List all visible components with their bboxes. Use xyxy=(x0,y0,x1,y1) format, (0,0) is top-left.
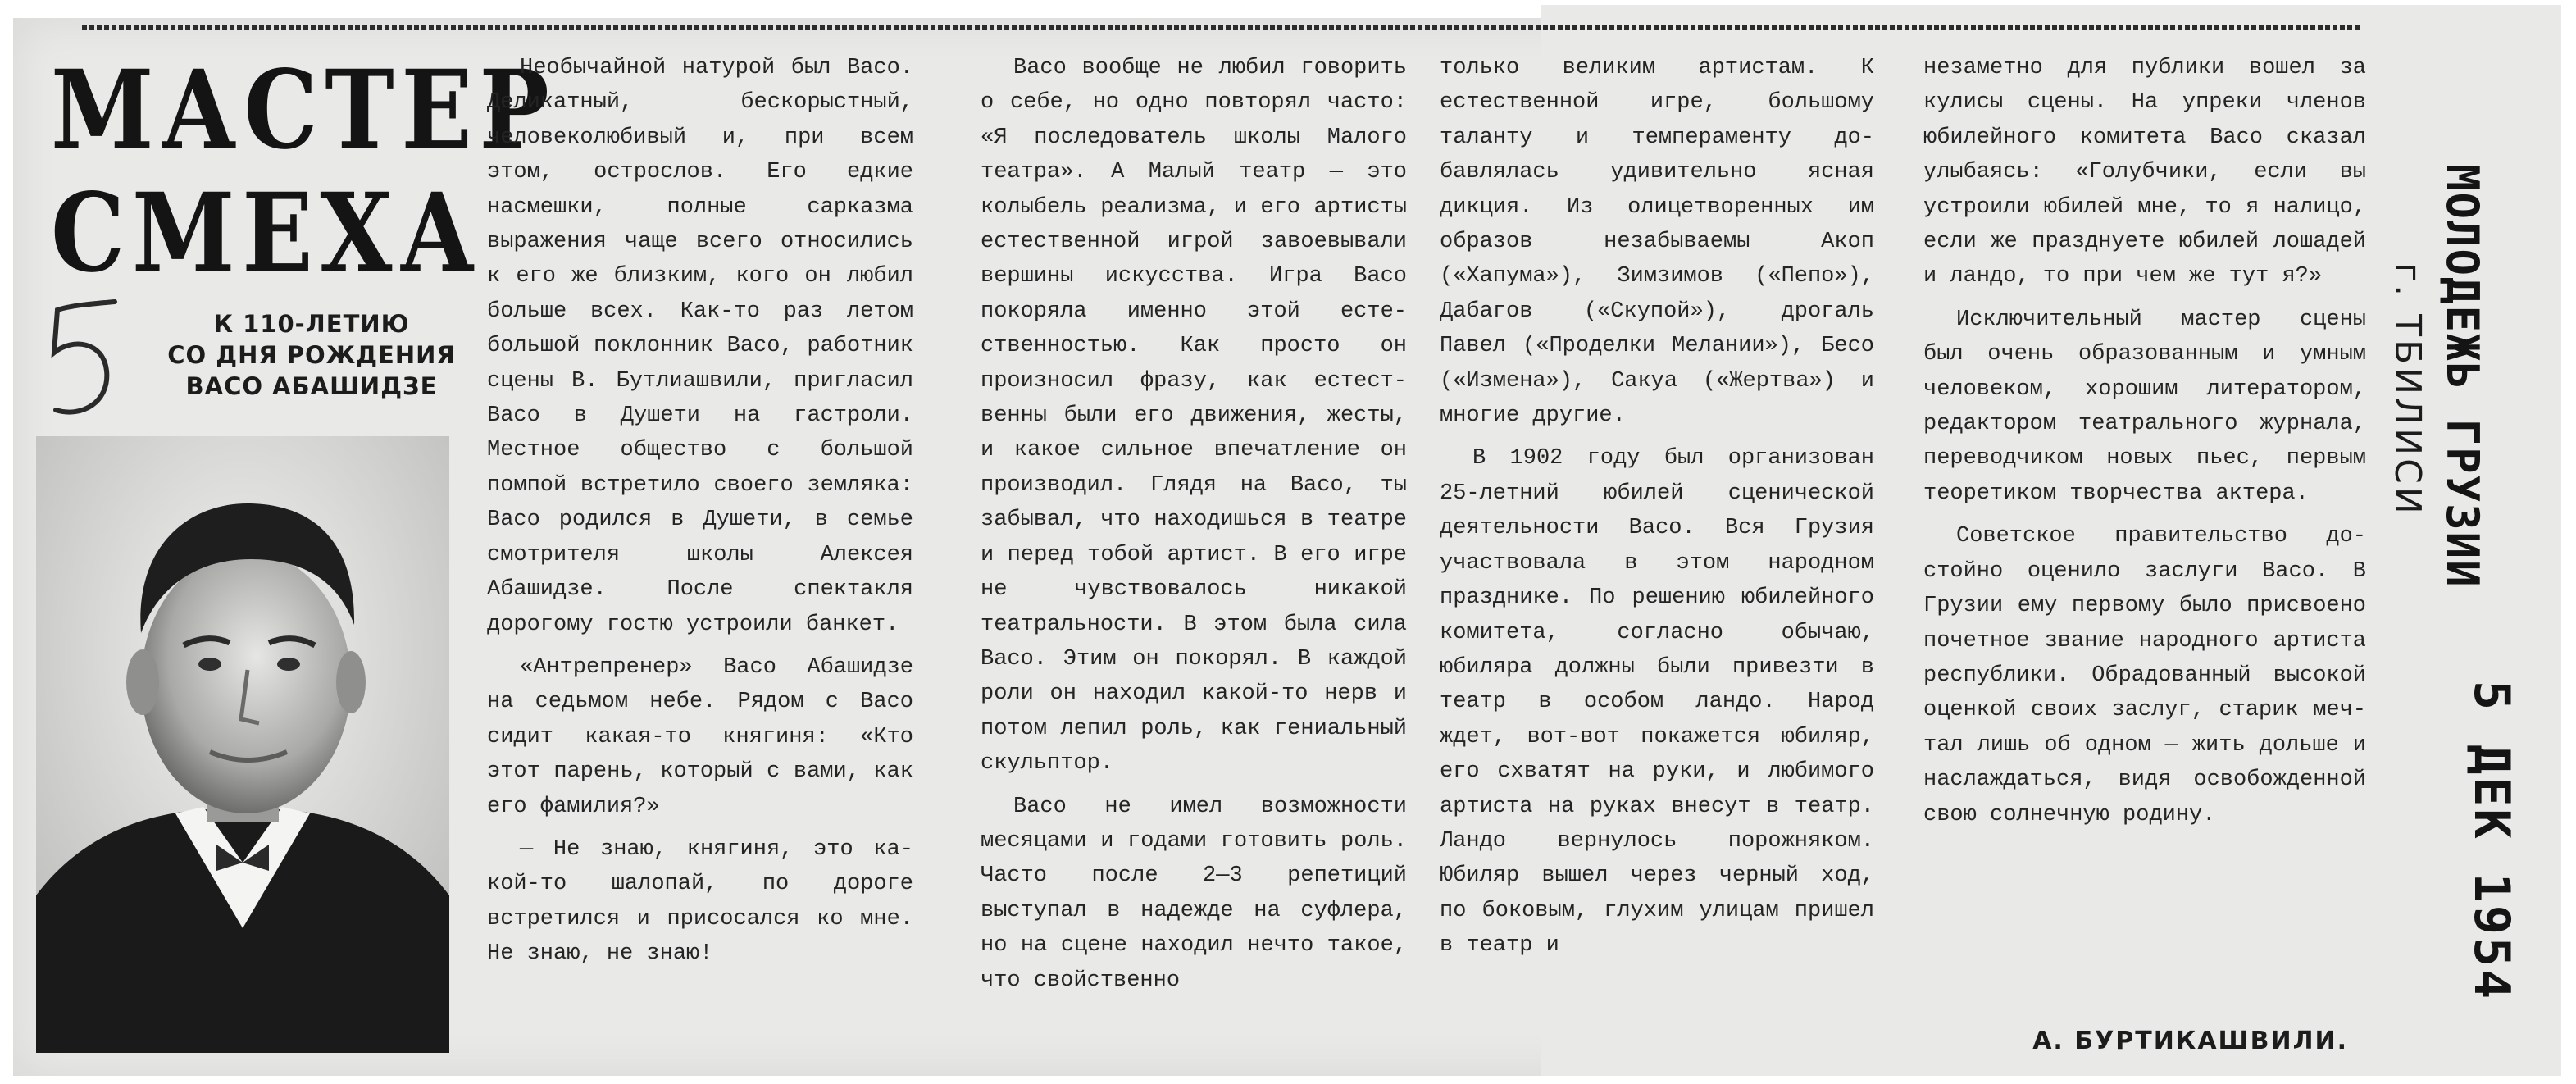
paragraph: Советское правительство достойно оценило заслуги Васо. В Грузии ему первому было присвоено почетное звание народного артиста республики. Обрадованный высокой оценкой своих заслуг, старик мечтал лишь об одном — жить дольше и наслаждаться, видя освобожденной свою солнечную родину. xyxy=(1923,524,2366,827)
top-dashed-rule xyxy=(82,25,2361,30)
headline-line-2: СМЕХА xyxy=(51,170,483,297)
portrait-image xyxy=(36,436,449,1053)
paragraph: В 1902 году был организован 25-летний юбилей сценической деятельности Васо. Вся Грузия участвовала в этом народном празднике. По решению юбилейного комитета, согласно обычаю, юбиляра должны были привезти в театр в особом ландо. Народ ждет, вот-вот покажется юбиляр, его схватят на руки, и любимого артиста на руках внесут в театр. Ландо вернулось порожняком. Юбиляр вышел через черный ход, по боковым, глухим улицам пришел в театр и xyxy=(1440,446,1874,959)
paragraph: Васо вообще не любил говорить о себе, но одно повторял часто: «Я последователь школы Малого театра». А Малый театр — это колыбель реализма, и его артисты естественной игрой завоевывали вершины искусства. Игра Васо покоряла именно этой естественностью. Как просто он произносил фразу, как естественны были его движения, жесты, и какое сильное впечатление он производил. Глядя на Васо, ты забывал, что находишься в театре и перед тобой артист. В его игре не чувствовалось никакой театральности. В этом была сила Васо. Этим он покорял. В каждой роли он находил какой-то нерв и потом лепил роль, как гениальный скульптор. xyxy=(981,56,1407,777)
article-column-4 xyxy=(1923,51,2366,840)
paragraph: Исключительный мастер сцены был очень образованным и умным человеком, хорошим литератором, редактором театрального журнала, переводчиком новых пьес, первым теоретиком творчества актера. xyxy=(1923,307,2366,506)
subtitle-line-3: ВАСО АБАШИДЗЕ xyxy=(185,372,438,400)
headline-line-1: МАСТЕР xyxy=(51,47,557,174)
stamp-newspaper-name: МОЛОДЕЖЬ ГРУЗИИ xyxy=(2437,164,2488,589)
paragraph: «Антрепренер» Васо Абашидзе на седьмом небе. Рядом с Васо сидит какая-то княгиня: «Кто этот парень, который с вами, как его фамилия?» xyxy=(487,654,913,819)
article-column-3 xyxy=(1440,51,1874,972)
stamp-date: 5 ДЕК 1954 xyxy=(2463,681,2520,1002)
paragraph: — Не знаю, княгиня, это какой-то шалопай, по дороге встретился и присосался ко мне. Не знаю, не знаю! xyxy=(487,836,913,967)
subtitle-line-1: К 110-ЛЕТИЮ xyxy=(213,310,410,338)
article-column-1 xyxy=(487,51,913,980)
author-byline: А. БУРТИКАШВИЛИ. xyxy=(2032,1027,2348,1055)
portrait-photo xyxy=(36,436,449,1053)
article-column-2 xyxy=(981,51,1407,1006)
subtitle-line-2: СО ДНЯ РОЖДЕНИЯ xyxy=(167,341,456,369)
stamp-city: г. ТБИЛИСИ xyxy=(2387,262,2428,517)
paragraph: Необычайной натурой был Васо. Деликатный, бескорыстный, человеколюбивый и, при всем этом, острослов. Его едкие насмешки, полные сарказма выражения чаще всего относились к его же близким, кого он любил больше всех. Как-то раз летом большой поклонник Васо, работник сцены В. Бутлиашвили, пригласил Васо в Душети на гастроли. Местное общество с большой помпой встретило своего земляка: Васо родился в Душети, в семье смотрителя школы Алексея Абашидзе. После спектакля дорогому гостю устроили банкет. xyxy=(487,56,913,637)
paragraph: Васо не имел возможности месяцами и годами готовить роль. Часто после 2—3 репетиций выступал в надежде на суфлера, но на сцене находил нечто такое, что свойственно xyxy=(981,794,1407,993)
headline xyxy=(51,47,557,297)
paragraph: незаметно для публики вошел за кулисы сцены. На упреки членов юбилейного комитета Васо сказал улыбаясь: «Голубчики, если вы устроили юбилей мне, то я налицо, если же празднуете юбилей лошадей и ландо, то при чем же тут я?» xyxy=(1923,56,2366,289)
subtitle xyxy=(123,308,500,402)
paragraph: только великим артистам. К естественной игре, большому таланту и темпераменту добавлялась удивительно ясная дикция. Из олицетворенных им образов незабываемы Акоп («Хапума»), Зимзимов («Пепо»), Дабагов («Скупой»), дрогаль Павел («Проделки Мелании»), Бесо («Измена»), Сакуа («Жертва») и многие другие. xyxy=(1440,56,1874,429)
handwritten-mark xyxy=(39,295,130,426)
